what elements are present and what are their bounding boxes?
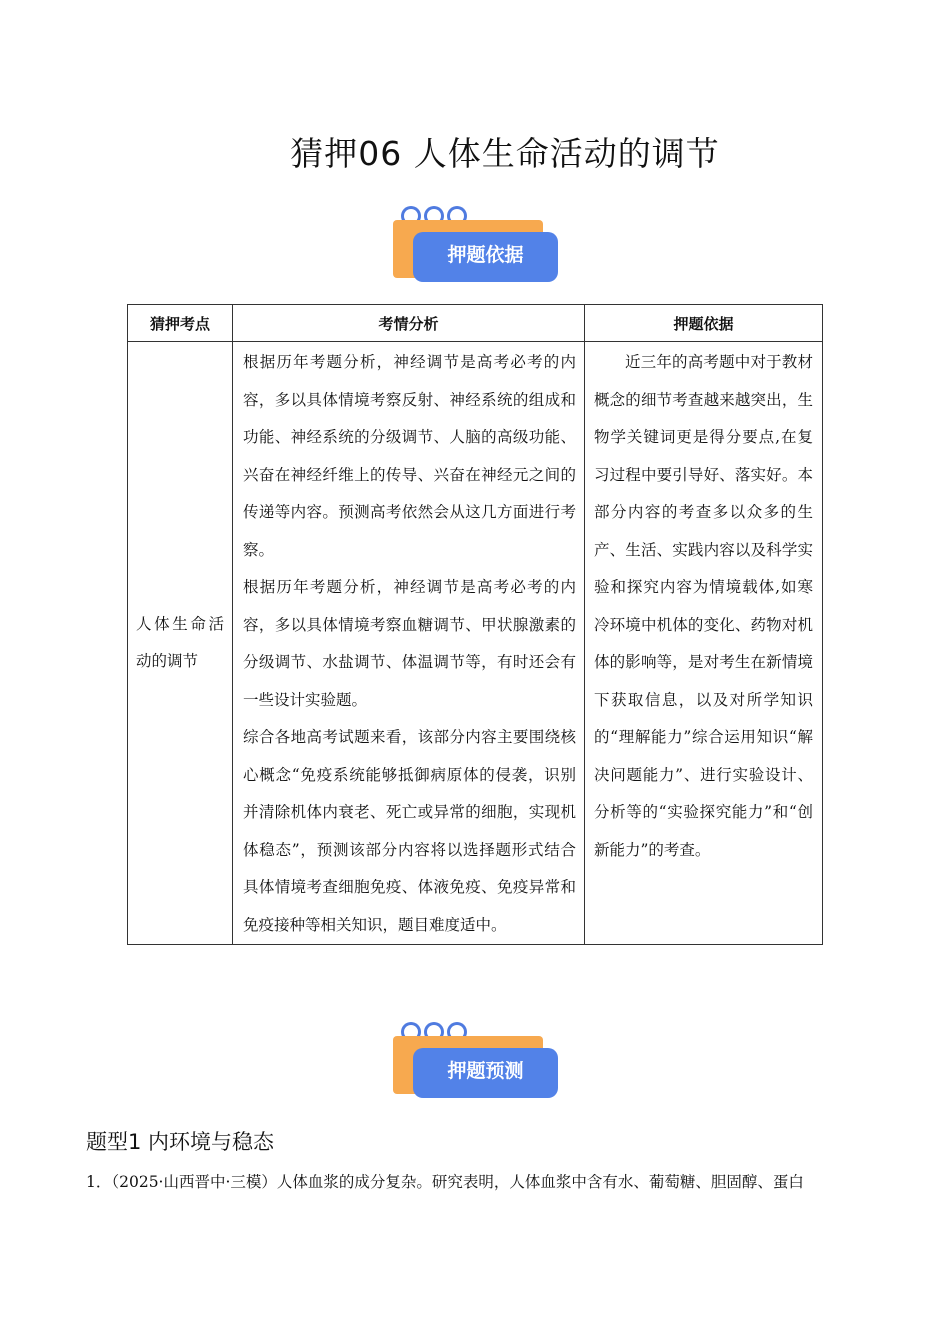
page-title: 猜押06 人体生命活动的调节: [290, 134, 720, 173]
header-basis: 押题依据: [585, 305, 823, 342]
basis-paragraph: 近三年的高考题中对于教材概念的细节考查越来越突出，生物学关键词更是得分要点,在复习过程中要引导好、落实好。本部分内容的考查多以众多的生产、生活、实践内容以及科学实验和探究内容为情境载体,如寒冷环境中机体的变化、药物对机体的影响等，是对考生在新情境下获取信息，以及对所学知识的“理解能力”综合运用知识“解决问题能力”、进行实验设计、分析等的“实验探究能力”和“创新能力”的考查。: [594, 353, 813, 859]
header-topic: 猜押考点: [128, 305, 233, 342]
analysis-paragraph: 综合各地高考试题来看，该部分内容主要围绕核心概念“免疫系统能够抵御病原体的侵袭，识别并清除机体内衰老、死亡或异常的细胞，实现机体稳态”，预测该部分内容将以选择题形式结合具体情境考查细胞免疫、体液免疫、免疫异常和免疫接种等相关知识，题目难度适中。: [243, 728, 576, 934]
table-header-row: [128, 305, 823, 342]
topic-cell: 人体生命活动的调节: [128, 342, 233, 945]
question-text: 1．（2025·山西晋中·三模）人体血浆的成分复杂。研究表明，人体血浆中含有水、葡萄糖、胆固醇、蛋白: [86, 1173, 804, 1191]
basis-cell: [585, 342, 823, 945]
section-badge-prediction: [393, 1022, 563, 1112]
table-row: [128, 342, 823, 945]
badge-label: 押题依据: [413, 232, 558, 282]
analysis-table: [127, 304, 823, 945]
analysis-paragraph: 根据历年考题分析，神经调节是高考必考的内容，多以具体情境考察反射、神经系统的组成和功能、神经系统的分级调节、人脑的高级功能、兴奋在神经纤维上的传导、兴奋在神经元之间的传递等内容。预测高考依然会从这几方面进行考察。: [243, 353, 576, 559]
section-badge-basis: [393, 206, 563, 296]
analysis-cell: [233, 342, 585, 945]
section-title: 题型1 内环境与稳态: [86, 1130, 275, 1154]
badge-label: 押题预测: [413, 1048, 558, 1098]
header-analysis: 考情分析: [233, 305, 585, 342]
analysis-paragraph: 根据历年考题分析，神经调节是高考必考的内容，多以具体情境考察血糖调节、甲状腺激素的分级调节、水盐调节、体温调节等，有时还会有一些设计实验题。: [243, 578, 576, 709]
